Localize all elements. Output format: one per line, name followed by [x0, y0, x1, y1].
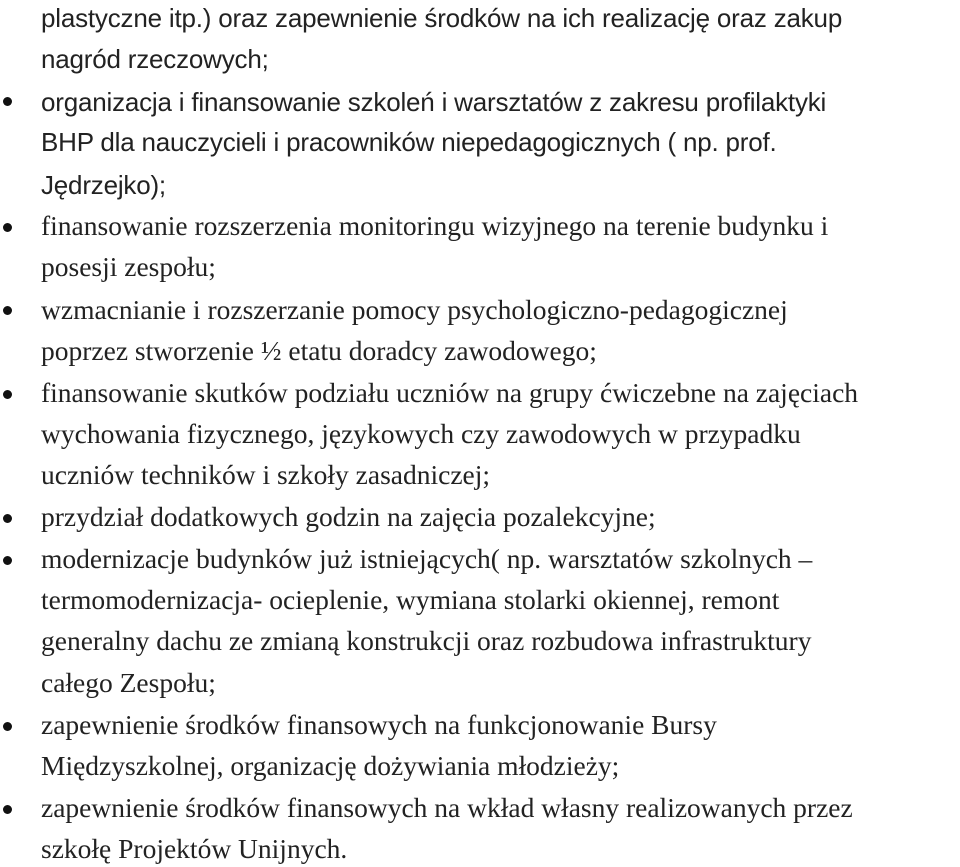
text-line: uczniów techników i szkoły zasadniczej; — [41, 459, 491, 490]
bullet-icon — [3, 390, 12, 399]
text-line: zapewnienie środków finansowych na wkład własny realizowanych przez — [41, 792, 853, 823]
bullet-icon — [3, 97, 12, 106]
bullet-icon — [3, 306, 12, 315]
text-line: wychowania fizycznego, językowych czy zawodowych w przypadku — [41, 418, 801, 449]
text-line: BHP dla nauczycieli i pracowników niepedagogicznych ( np. prof. — [41, 127, 777, 157]
text-line: generalny dachu ze zmianą konstrukcji oraz rozbudowa infrastruktury — [41, 625, 812, 656]
text-line: finansowanie rozszerzenia monitoringu wizyjnego na terenie budynku i — [41, 210, 829, 241]
text-line: finansowanie skutków podziału uczniów na grupy ćwiczebne na zajęciach — [41, 377, 859, 408]
text-line: poprzez stworzenie ½ etatu doradcy zawodowego; — [41, 335, 597, 366]
text-line: szkołę Projektów Unijnych. — [41, 833, 348, 864]
text-line: przydział dodatkowych godzin na zajęcia pozalekcyjne; — [41, 501, 656, 532]
bullet-icon — [3, 556, 12, 565]
text-line: organizacja i finansowanie szkoleń i warsztatów z zakresu profilaktyki — [41, 87, 827, 117]
text-line: nagród rzeczowych; — [41, 44, 269, 74]
bullet-icon — [3, 223, 12, 232]
text-line: termomodernizacja- ocieplenie, wymiana stolarki okiennej, remont — [41, 584, 780, 615]
text-line: posesji zespołu; — [41, 251, 216, 282]
bullet-icon — [3, 805, 12, 814]
text-line: Międzyszkolnej, organizację dożywiania młodzieży; — [41, 750, 620, 781]
text-line: modernizacje budynków już istniejących( np. warsztatów szkolnych – — [41, 543, 813, 574]
text-line: plastyczne itp.) oraz zapewnienie środków na ich realizację oraz zakup — [41, 3, 843, 33]
bullet-icon — [3, 514, 12, 523]
text-line: wzmacnianie i rozszerzanie pomocy psychologiczno-pedagogicznej — [41, 294, 788, 325]
text-line: całego Zespołu; — [41, 667, 216, 698]
text-line: Jędrzejko); — [41, 170, 166, 200]
text-line: zapewnienie środków finansowych na funkcjonowanie Bursy — [41, 709, 717, 740]
bullet-icon — [3, 722, 12, 731]
